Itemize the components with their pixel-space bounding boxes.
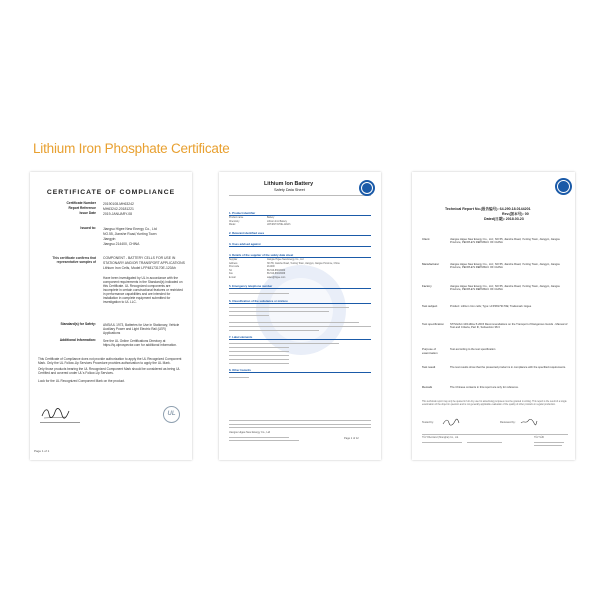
- text-line: [229, 307, 349, 308]
- report-row-value: ST/SG/AC.10/11/Rev.6 2015 Recommendations on the Transport of Dangerous Goods - Manual of Test and Criteria, Part III, Subsection 38.3: [450, 323, 568, 330]
- text-line: [229, 363, 289, 364]
- text-line: [229, 377, 249, 378]
- cert3-footer-right: TÜV SÜD: [534, 437, 545, 439]
- cert2-subtitle: Safety Data Sheet: [274, 188, 305, 192]
- signature-icon: [442, 418, 460, 426]
- signature-icon: [520, 418, 538, 426]
- cert1-footer-paragraph: Only those products bearing the UL Recognized Component Mark should be considered as being UL Certified and covered under UL's Follow-Up Services.: [38, 367, 181, 375]
- text-line: [229, 347, 289, 348]
- cert1-page-number: Page 1 of 1: [34, 449, 50, 453]
- cert1-issued-line: Jiangyin: [103, 237, 116, 241]
- report-row-label: Test result: [422, 365, 436, 369]
- cert1-investigated: Have been investigated by UL in accordance with the component requirements in the Standard(s) indicated on this Certificate. UL Recognized components are incomplete in certain constructional features or restricted in performance capabilities and are intended for installation in complete equipment submitted for investigation to UL LLC.: [103, 276, 183, 304]
- data-row: Post code 214400: [229, 266, 275, 268]
- text-line: [229, 351, 289, 352]
- cert1-footer-paragraph: Look for the UL Recognized Component Mark on the product.: [38, 379, 125, 383]
- cert3-footer-left: TÜV Rheinland (Shanghai) Co., Ltd.: [422, 437, 459, 439]
- text-line: [229, 359, 289, 360]
- cert1-standards-value: ANSI/UL 1973, Batteries for Use in Stationary, Vehicle Auxiliary Power and Light Electric Rail (LER) Applications: [103, 323, 180, 335]
- section-heading: 6. Classification of the substance or mixture: [229, 299, 371, 304]
- cert1-confirm-line: Lithium Iron Cells, Model LFP48173170E-120Ah: [103, 266, 176, 270]
- cert1-confirm-line: COMPONENT - BATTERY CELLS FOR USE IN: [103, 256, 176, 260]
- cert1-issued-line: NO.55, Jianshe Road,Yunting Town: [103, 232, 157, 236]
- text-line: [229, 293, 289, 294]
- footer-rule: [422, 434, 568, 435]
- data-row: Product name Battery: [229, 217, 275, 219]
- data-row: Fax 86-510-86613969: [229, 273, 286, 275]
- cert1-additional-value: See the UL Online Certifications Directory at https://iq.ulprospector.com for additional information.: [103, 339, 177, 347]
- section-heading: 4. Details of the supplier of the safety data sheet: [229, 253, 371, 258]
- cert3-tested-label: Tested by:: [422, 421, 434, 424]
- text-line: [229, 326, 371, 327]
- ul-mark-text: UL: [167, 411, 176, 417]
- section-heading: 2. Relevant identified uses: [229, 231, 371, 236]
- tuv-logo-ring: [557, 180, 570, 193]
- report-row-value: Jiangsu Higee New Energy Co., Ltd.; NO.55, Jianshe Road, Yunting Town, Jiangyin, Jiangsu Province, PEOPLE'S REPUBLIC OF CHINA: [450, 263, 561, 270]
- data-row: Address NO.55, Jianshe Road, Yunting Town, Jiangyin, Jiangsu Province, China: [229, 262, 340, 265]
- data-row: Model LFP48173170E-120Ah: [229, 224, 291, 226]
- report-row-value: Jiangsu Higee New Energy Co., Ltd.; NO.55, Jianshe Road, Yunting Town, Jiangyin, Jiangsu Province, PEOPLE'S REPUBLIC OF CHINA: [450, 285, 561, 292]
- cert1-issued-line: Jiangsu 214400, CHINA: [103, 242, 140, 246]
- cert3-disclaimer: This technical report may only be quoted in full. Any use for advertising purposes must be granted in writing. This report is the result of a single examination of the object in question and is not generally applicable evaluation of the quality of other products in regular production.: [422, 401, 567, 406]
- cert2-page-number: Page 1 of 12: [344, 437, 359, 440]
- data-row: Tel 86-510-86613960: [229, 269, 286, 272]
- report-row-label: Test specification: [422, 322, 445, 326]
- report-row-label: Test subject: [422, 304, 438, 308]
- report-row-label: Manufacturer: [422, 262, 440, 266]
- cert1-field-value: MH63242-20181221: [103, 207, 134, 211]
- report-row-value: Test according to the test specification: [450, 348, 496, 351]
- cert1-additional-label: Additional Information:: [59, 338, 96, 342]
- report-row-value: The Chinese contents in this report are only for reference.: [450, 386, 519, 389]
- tuv-logo-icon: [359, 180, 375, 196]
- cert2-title: Lithium Ion Battery: [264, 181, 314, 187]
- text-line: [229, 343, 339, 344]
- text-line: [467, 442, 502, 443]
- section-heading: 1. Product identifier: [229, 211, 371, 216]
- text-line: [229, 424, 371, 425]
- text-line: [229, 330, 319, 331]
- signature-line: [40, 422, 80, 423]
- cert3-title: Technical Report No.(报告编号): 64.290.18.0144201: [445, 207, 531, 211]
- tuv-logo-icon: [555, 178, 572, 195]
- footer-rule: [229, 420, 371, 421]
- report-row-value: Product: Lithium Iron cells; Type: LFP48173170E; Trademark: Higee: [450, 305, 532, 308]
- tuv-logo-ring: [361, 182, 373, 194]
- text-line: [229, 311, 329, 312]
- section-heading: 7. Label elements: [229, 335, 371, 340]
- cert1-footer-paragraph: This Certificate of Compliance does not provide authorization to apply the UL Recognized Component Mark. Only the UL Follow-Up Services Procedure provides authorization to apply the UL Mark.: [38, 357, 182, 365]
- cert2-footer-company: Jiangsu Higee New Energy Co., Ltd: [229, 431, 271, 434]
- text-line: [422, 442, 462, 443]
- signature-icon: [40, 406, 70, 420]
- cert1-field-value: 2019-JANUARY-08: [103, 212, 133, 216]
- cert1-field-value: 20190108-MH63242: [103, 202, 134, 206]
- data-row: E-mail sales@higee.com: [229, 276, 286, 279]
- data-row: Supplier Jiangsu Higee New Energy Co., Ltd: [229, 259, 304, 261]
- page-heading: Lithium Iron Phosphate Certificate: [33, 141, 230, 156]
- text-line: [534, 442, 564, 443]
- report-row-label: Client: [422, 237, 430, 241]
- text-line: [229, 322, 359, 323]
- cert1-confirm-line: STATIONARY AND/OR TRANSPORT APPLICATIONS: [103, 261, 185, 265]
- report-row-label: Factory: [422, 284, 432, 288]
- cert3-reviewed-label: Reviewed by:: [500, 421, 516, 424]
- cert1-confirm-label: This certificate confirms that representative samples of: [52, 256, 96, 264]
- cert1-issued-label: Issued to:: [80, 226, 96, 230]
- text-line: [229, 437, 289, 438]
- report-row-value: Jiangsu Higee New Energy Co., Ltd.; NO.55, Jianshe Road, Yunting Town, Jiangyin, Jiangsu Province, PEOPLE'S REPUBLIC OF CHINA: [450, 238, 561, 245]
- report-row-label: Purpose of examination: [422, 347, 438, 355]
- ul-mark-icon: [163, 406, 180, 423]
- cert1-issued-line: Jiangsu Higee New Energy Co., Ltd: [103, 227, 157, 231]
- text-line: [534, 445, 562, 446]
- text-line: [229, 315, 269, 316]
- safety-data-sheet-document: [219, 172, 381, 460]
- report-row-value: The test results show that the presented product is in compliance with the specified requirements.: [450, 366, 566, 369]
- text-line: [229, 440, 299, 441]
- text-line: [229, 355, 289, 356]
- cert1-field-label: Report Reference: [68, 206, 96, 210]
- text-line: [229, 427, 371, 428]
- cert1-field-label: Certificate Number: [66, 201, 96, 205]
- section-heading: 3. Uses advised against: [229, 242, 371, 247]
- header-rule: [229, 195, 371, 196]
- ul-certificate-document: [30, 172, 192, 460]
- technical-report-document: [412, 172, 575, 460]
- cert3-dated: Dated(日期): 2018.03.23: [484, 217, 524, 221]
- cert3-rev: Rev.(版本号): 00: [502, 212, 529, 216]
- section-heading: 8. Other hazards: [229, 368, 371, 373]
- cert1-field-label: Issue Date: [79, 211, 96, 215]
- report-row-label: Remark: [422, 385, 433, 389]
- section-heading: 5. Emergency telephone number: [229, 284, 371, 289]
- data-row: Chemistry Lithium Iron Battery: [229, 220, 287, 223]
- cert1-title: CERTIFICATE OF COMPLIANCE: [46, 189, 176, 196]
- cert1-standards-label: Standard(s) for Safety:: [60, 322, 96, 326]
